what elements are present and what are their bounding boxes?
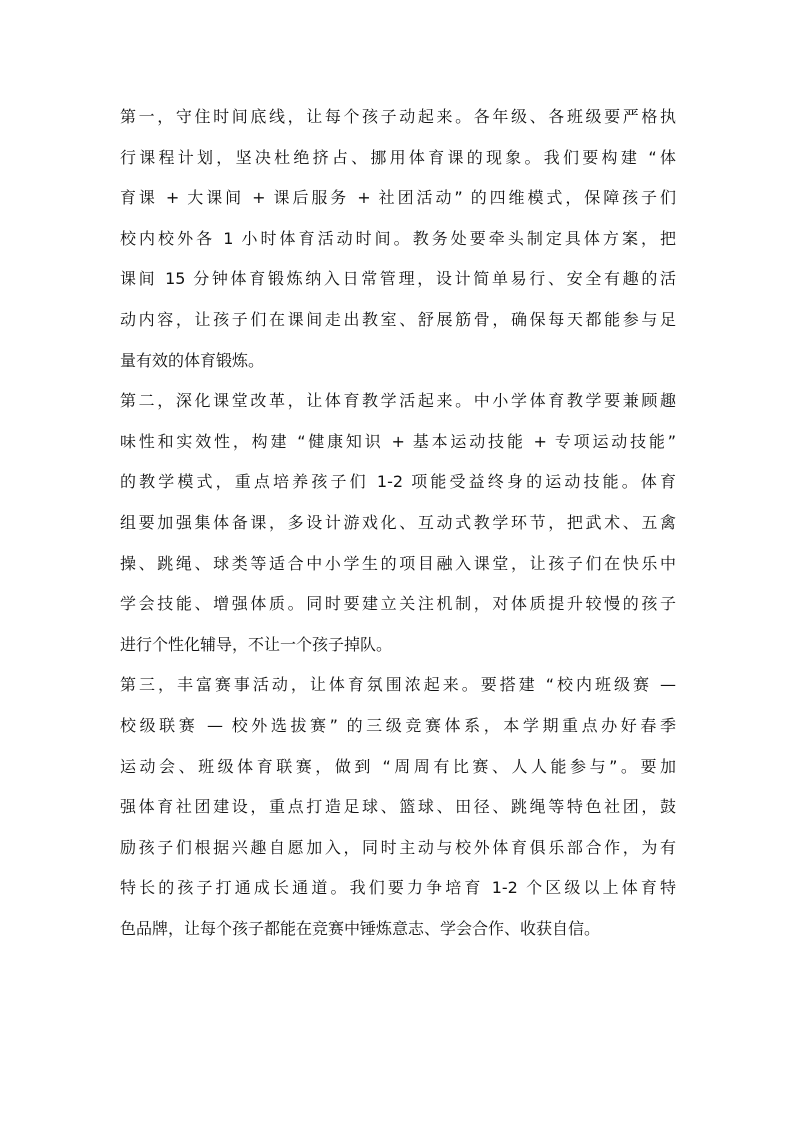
text-line: 特长的孩子打通成长通道。我们要力争培育 1-2 个区级以上体育特 (120, 878, 676, 898)
text-line: 第三，丰富赛事活动，让体育氛围浓起来。要搭建 “校内班级赛 — (120, 675, 676, 695)
text-line: 运动会、班级体育联赛，做到 “周周有比赛、人人能参与”。要加 (120, 756, 676, 776)
text-line: 行课程计划，坚决杜绝挤占、挪用体育课的现象。我们要构建 “体 (120, 147, 676, 167)
text-line: 色品牌，让每个孩子都能在竞赛中锤炼意志、学会合作、收获自信。 (120, 918, 601, 938)
text-line: 操、跳绳、球类等适合中小学生的项目融入课堂，让孩子们在快乐中 (120, 553, 676, 573)
text-line: 育课 + 大课间 + 课后服务 + 社团活动” 的四维模式，保障孩子们 (120, 188, 676, 208)
text-line: 第二，深化课堂改革，让体育教学活起来。中小学体育教学要兼顾趣 (120, 391, 676, 411)
text-line: 组要加强集体备课，多设计游戏化、互动式教学环节，把武术、五禽 (120, 512, 676, 532)
text-line: 量有效的体育锻炼。 (120, 350, 265, 370)
paragraph-competition-events (120, 665, 676, 949)
paragraph-classroom-reform (120, 381, 676, 665)
text-line: 第一，守住时间底线，让每个孩子动起来。各年级、各班级要严格执 (120, 107, 676, 126)
text-line: 味性和实效性，构建 “健康知识 + 基本运动技能 + 专项运动技能” (120, 431, 676, 451)
paragraph-time-baseline (120, 97, 676, 381)
text-line: 动内容，让孩子们在课间走出教室、舒展筋骨，确保每天都能参与足 (120, 309, 676, 329)
text-line: 励孩子们根据兴趣自愿加入，同时主动与校外体育俱乐部合作，为有 (120, 837, 676, 857)
text-line: 校内校外各 1 小时体育活动时间。教务处要牵头制定具体方案，把 (120, 228, 676, 248)
text-line: 学会技能、增强体质。同时要建立关注机制，对体质提升较慢的孩子 (120, 594, 676, 614)
text-line: 强体育社团建设，重点打造足球、篮球、田径、跳绳等特色社团，鼓 (120, 797, 676, 817)
document-body (120, 97, 676, 949)
text-line: 的教学模式，重点培养孩子们 1-2 项能受益终身的运动技能。体育 (120, 472, 676, 492)
text-line: 课间 15 分钟体育锻炼纳入日常管理，设计简单易行、安全有趣的活 (120, 269, 676, 289)
text-line: 校级联赛 — 校外选拔赛” 的三级竞赛体系，本学期重点办好春季 (120, 715, 676, 735)
text-line: 进行个性化辅导，不让一个孩子掉队。 (120, 634, 393, 654)
